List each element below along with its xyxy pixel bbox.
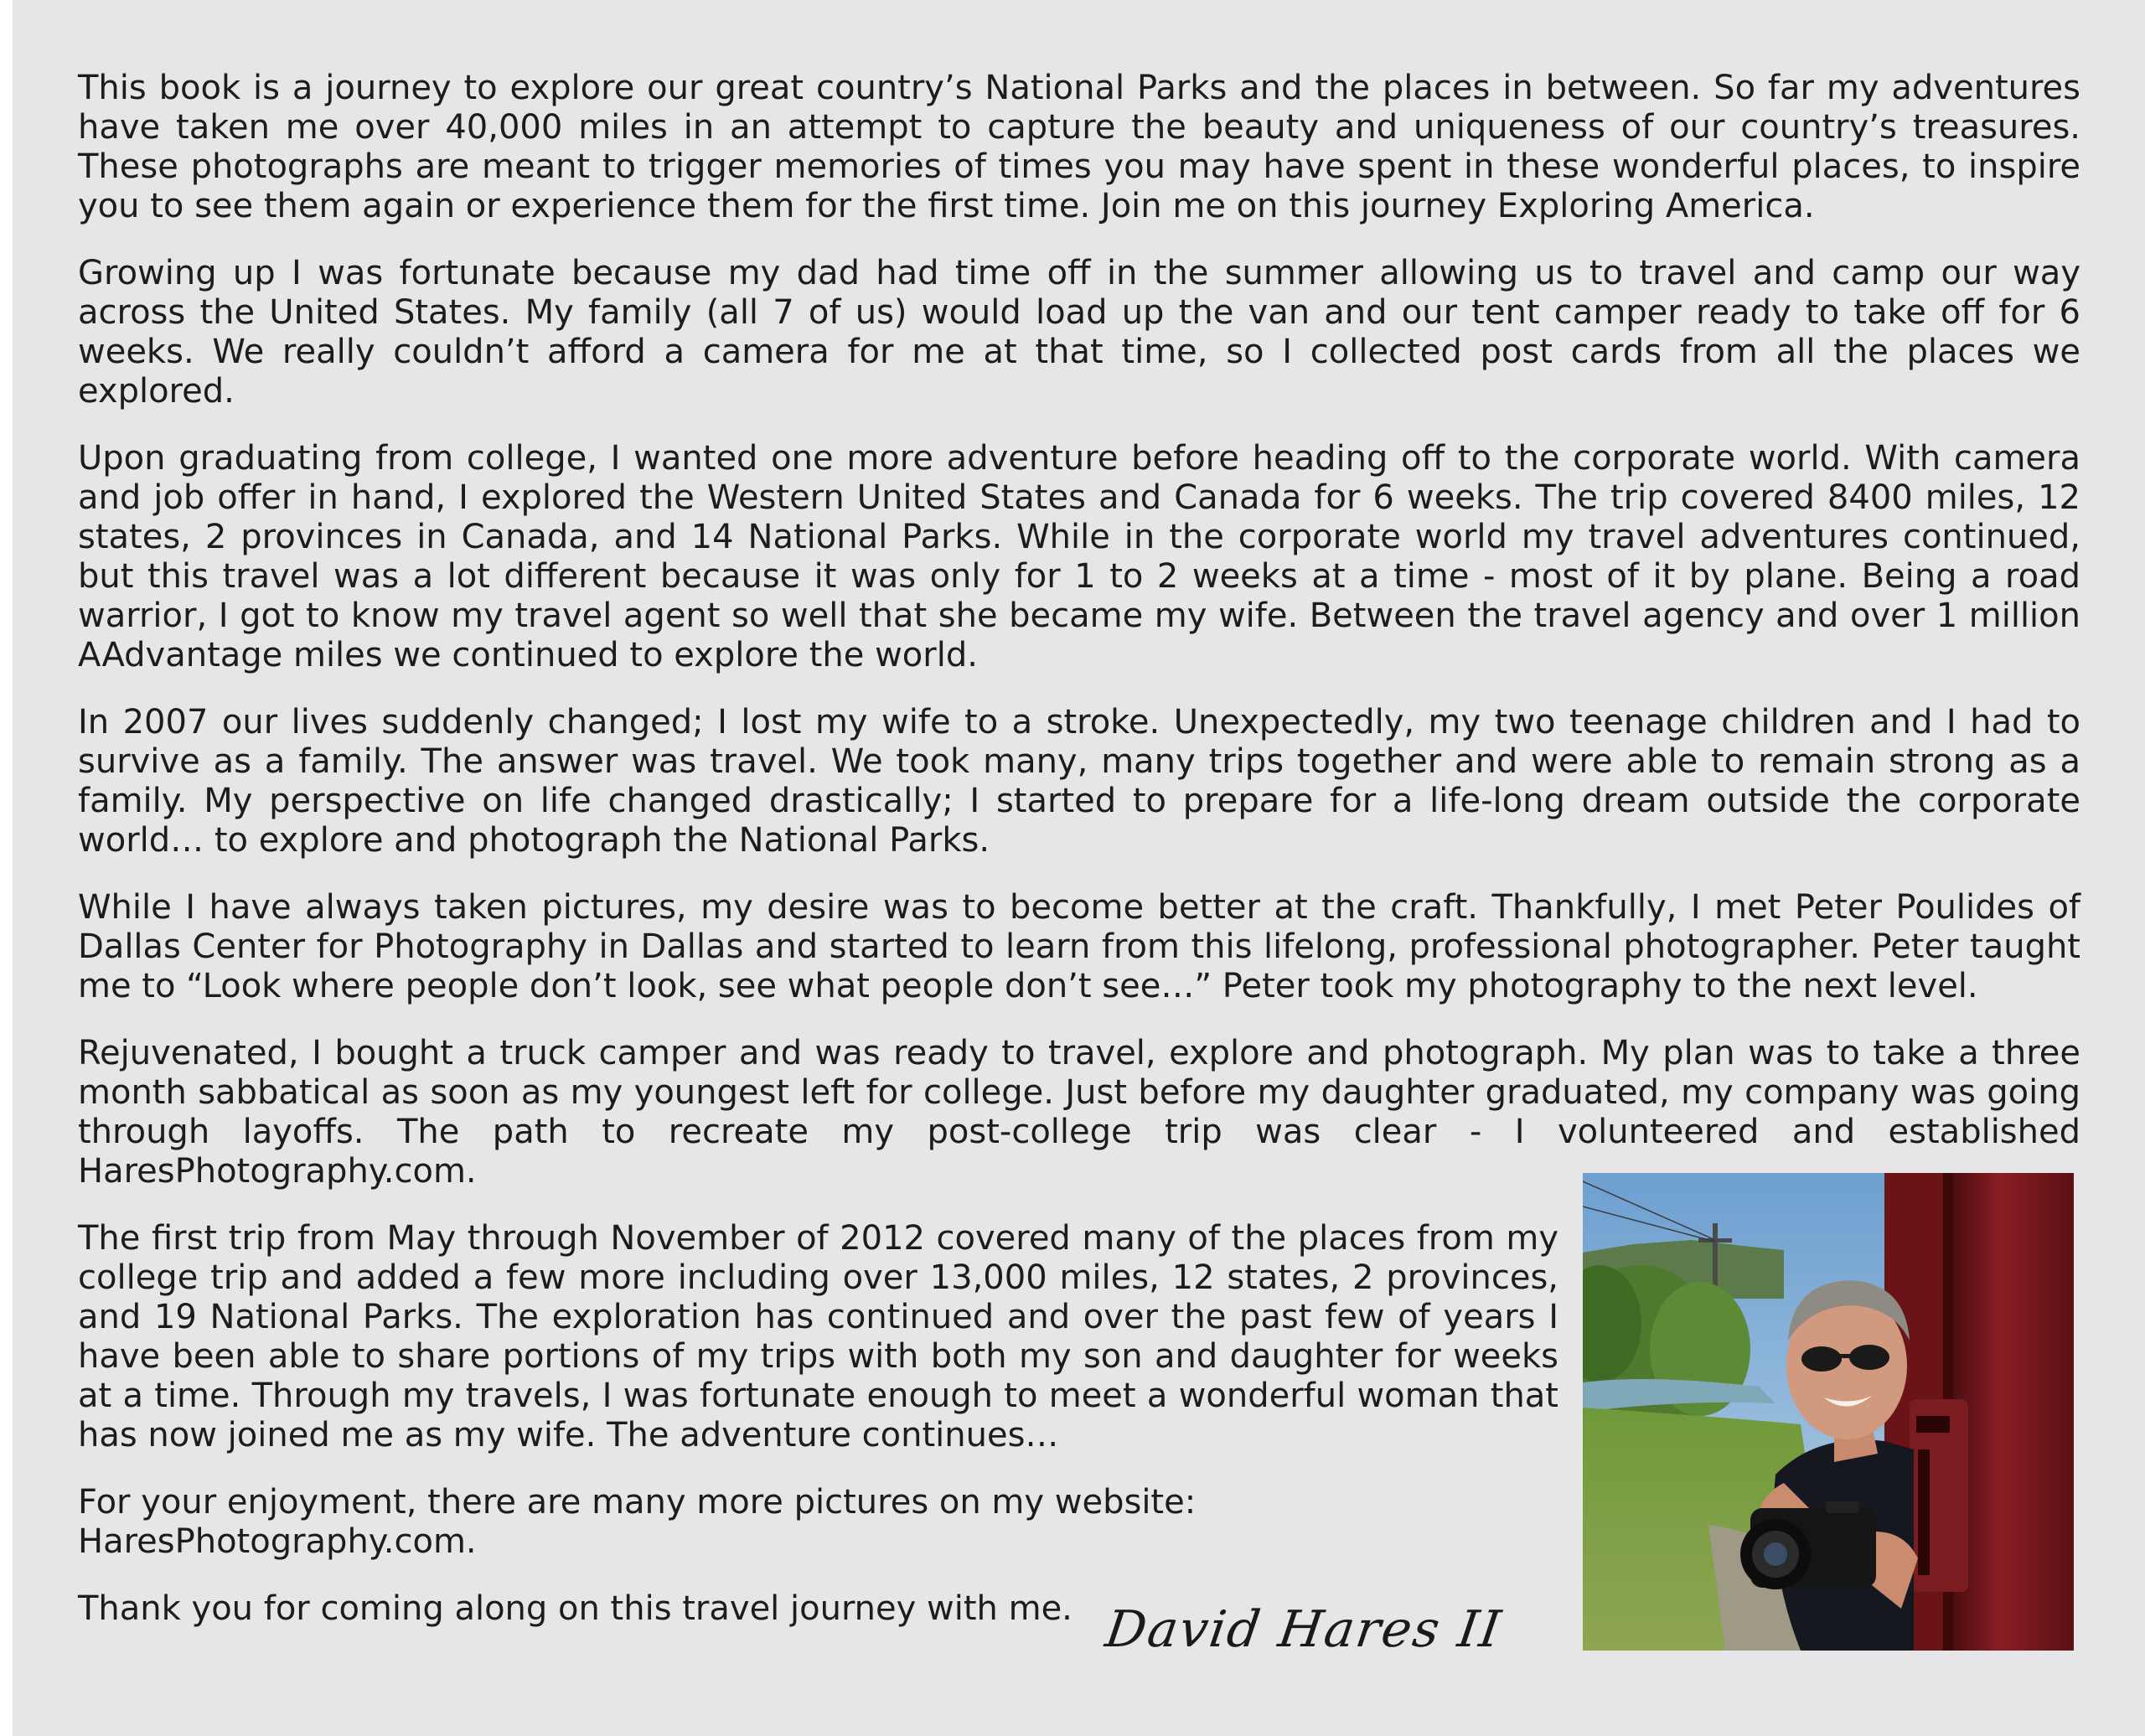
paragraph-intro: This book is a journey to explore our great country’s National Parks and the places in between. So far my adventures have taken me over 40,000 miles in an attempt to capture the beauty and uniqueness of our country’s treasures. These photographs are meant to trigger memories of times you may have spent in these wonderful places, to inspire you to see them again or experience them for the first time. Join me on this journey Exploring America. [78,69,2080,225]
page [13,0,2145,1736]
paragraph-photography: While I have always taken pictures, my desire was to become better at the craft. Thankfully, I met Peter Poulides of Dallas Center for Photography in Dallas and started to learn from this lifelong, professional photographer. Peter taught me to “Look where people don’t look, see what people don’t see…” Peter took my photography to the next level. [78,888,2080,1005]
paragraph-closing: Thank you for coming along on this travel journey with me. [78,1589,1072,1628]
website-line-1: For your enjoyment, there are many more pictures on my website: [78,1483,1197,1522]
paragraph-first-trip: The first trip from May through November of 2012 covered many of the places from my college trip and added a few more including over 13,000 miles, 12 states, 2 provinces, and 19 National Parks. The exploration has continued and over the past few of years I have been able to share portions of my trips with both my son and daughter for weeks at a time. Through my travels, I was fortunate enough to meet a wonderful woman that has now joined me as my wife. The adventure continues… [78,1219,1558,1454]
website-line-2: HaresPhotography.com. [78,1522,477,1561]
paragraph-growing-up: Growing up I was fortunate because my dad had time off in the summer allowing us to travel and camp our way across the United States. My family (all 7 of us) would load up the van and our tent camper ready to take off for 6 weeks. We really couldn’t afford a camera for me at that time, so I collected post cards from all the places we explored. [78,254,2080,411]
author-photo-illustration [1583,1173,2074,1651]
paragraph-graduating: Upon graduating from college, I wanted one more adventure before heading off to the corporate world. With camera and job offer in hand, I explored the Western United States and Canada for 6 weeks. The trip covered 8400 miles, 12 states, 2 provinces in Canada, and 14 National Parks. While in the corporate world my travel adventures continued, but this travel was a lot different because it was only for 1 to 2 weeks at a time - most of it by plane. Being a road warrior, I got to know my travel agent so well that she became my wife. Between the travel agency and over 1 million AAdvantage miles we continued to explore the world. [78,439,2080,674]
author-photo [1583,1173,2074,1651]
paragraph-rejuvenated: Rejuvenated, I bought a truck camper and was ready to travel, explore and photograph. My plan was to take a three month sabbatical as soon as my youngest left for college. Just before my daughter graduated, my company was going through layoffs. The path to recreate my post-college trip was clear - I volunteered and established HaresPhotography.com. [78,1034,2080,1191]
paragraph-website [78,1483,1558,1562]
author-signature: David Hares II [1102,1600,1506,1659]
paragraph-2007: In 2007 our lives suddenly changed; I lost my wife to a stroke. Unexpectedly, my two teenage children and I had to survive as a family. The answer was travel. We took many, many trips together and were able to remain strong as a family. My perspective on life changed drastically; I started to prepare for a life-long dream outside the corporate world… to explore and photograph the National Parks. [78,703,2080,860]
